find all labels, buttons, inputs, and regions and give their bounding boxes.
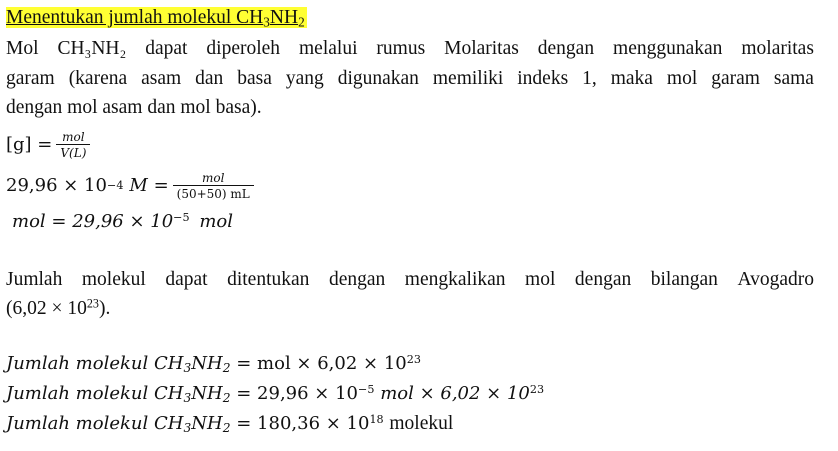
equation-molecules-formula: Jumlah molekul $CH_3NH_2$ = mol × $6,02 \times 10^{23}$ xyxy=(6,352,421,376)
eq1-lhs: [g] = xyxy=(6,134,53,155)
word: bilangan xyxy=(650,269,718,290)
equation-mol-result: mol = $29,96 \times 10^{-5}$ mol xyxy=(12,210,234,232)
para2-line1 xyxy=(6,268,814,292)
word: sama xyxy=(773,68,814,89)
word: Mol xyxy=(6,38,39,59)
para1-line2 xyxy=(6,67,814,91)
word: molekul xyxy=(81,269,146,290)
word: garam xyxy=(6,68,55,89)
word: Jumlah xyxy=(6,269,63,290)
word: mol xyxy=(525,269,556,290)
word: menggunakan xyxy=(613,38,723,59)
word: mengkalikan xyxy=(404,269,506,290)
word: 1, xyxy=(582,68,597,89)
word: dapat xyxy=(145,38,188,59)
word: memiliki xyxy=(432,68,504,89)
word: Avogadro xyxy=(737,269,814,290)
word: asam xyxy=(141,68,182,89)
word: (karena xyxy=(68,68,128,89)
para2-line2: $(6,02 \times 10^{23})$. xyxy=(6,296,111,319)
word: dan xyxy=(195,68,224,89)
word: CH₃NH₂ xyxy=(57,38,127,59)
word: dengan xyxy=(328,269,386,290)
equation-molarity: 29,96 × 10 −4 M = $\frac{\text{mol}}{(50+50) mL}$ xyxy=(6,166,258,206)
word: maka xyxy=(610,68,653,89)
para1-line3: dengan mol asam dan mol basa). xyxy=(6,97,262,118)
equation-molecules-substituted: Jumlah molekul $CH_3NH_2 = 29,96 \times 10^{-5}$ mol × $6,02 \times 10^{23}$ xyxy=(6,382,545,406)
word: mol xyxy=(666,68,698,89)
word: yang xyxy=(285,68,324,89)
word: dengan xyxy=(537,38,595,59)
word: diperoleh xyxy=(206,38,281,59)
word: ditentukan xyxy=(227,269,310,290)
eq1-fraction: $\frac{\text{mol}}{V(L)}$ xyxy=(56,130,90,160)
section-heading xyxy=(6,6,307,30)
word: Molaritas xyxy=(444,38,519,59)
equation-molecules-result: Jumlah molekul $CH_3NH_2 = 180,36 \times 10^{18}$ molekul xyxy=(6,412,454,436)
word: dengan xyxy=(574,269,632,290)
word: dapat xyxy=(165,269,208,290)
word: melalui xyxy=(299,38,358,59)
para1-line1 xyxy=(6,37,814,61)
equation-concentration xyxy=(6,125,94,165)
word: digunakan xyxy=(337,68,419,89)
word: rumus xyxy=(376,38,426,59)
word: basa xyxy=(237,68,272,89)
word: molaritas xyxy=(741,38,814,59)
heading-highlight: Menentukan jumlah molekul $CH_3NH_2$ xyxy=(6,7,305,30)
eq2-fraction: $\frac{\text{mol}}{(50+50) mL}$ xyxy=(173,171,254,201)
word: garam xyxy=(711,68,760,89)
word: indeks xyxy=(517,68,569,89)
